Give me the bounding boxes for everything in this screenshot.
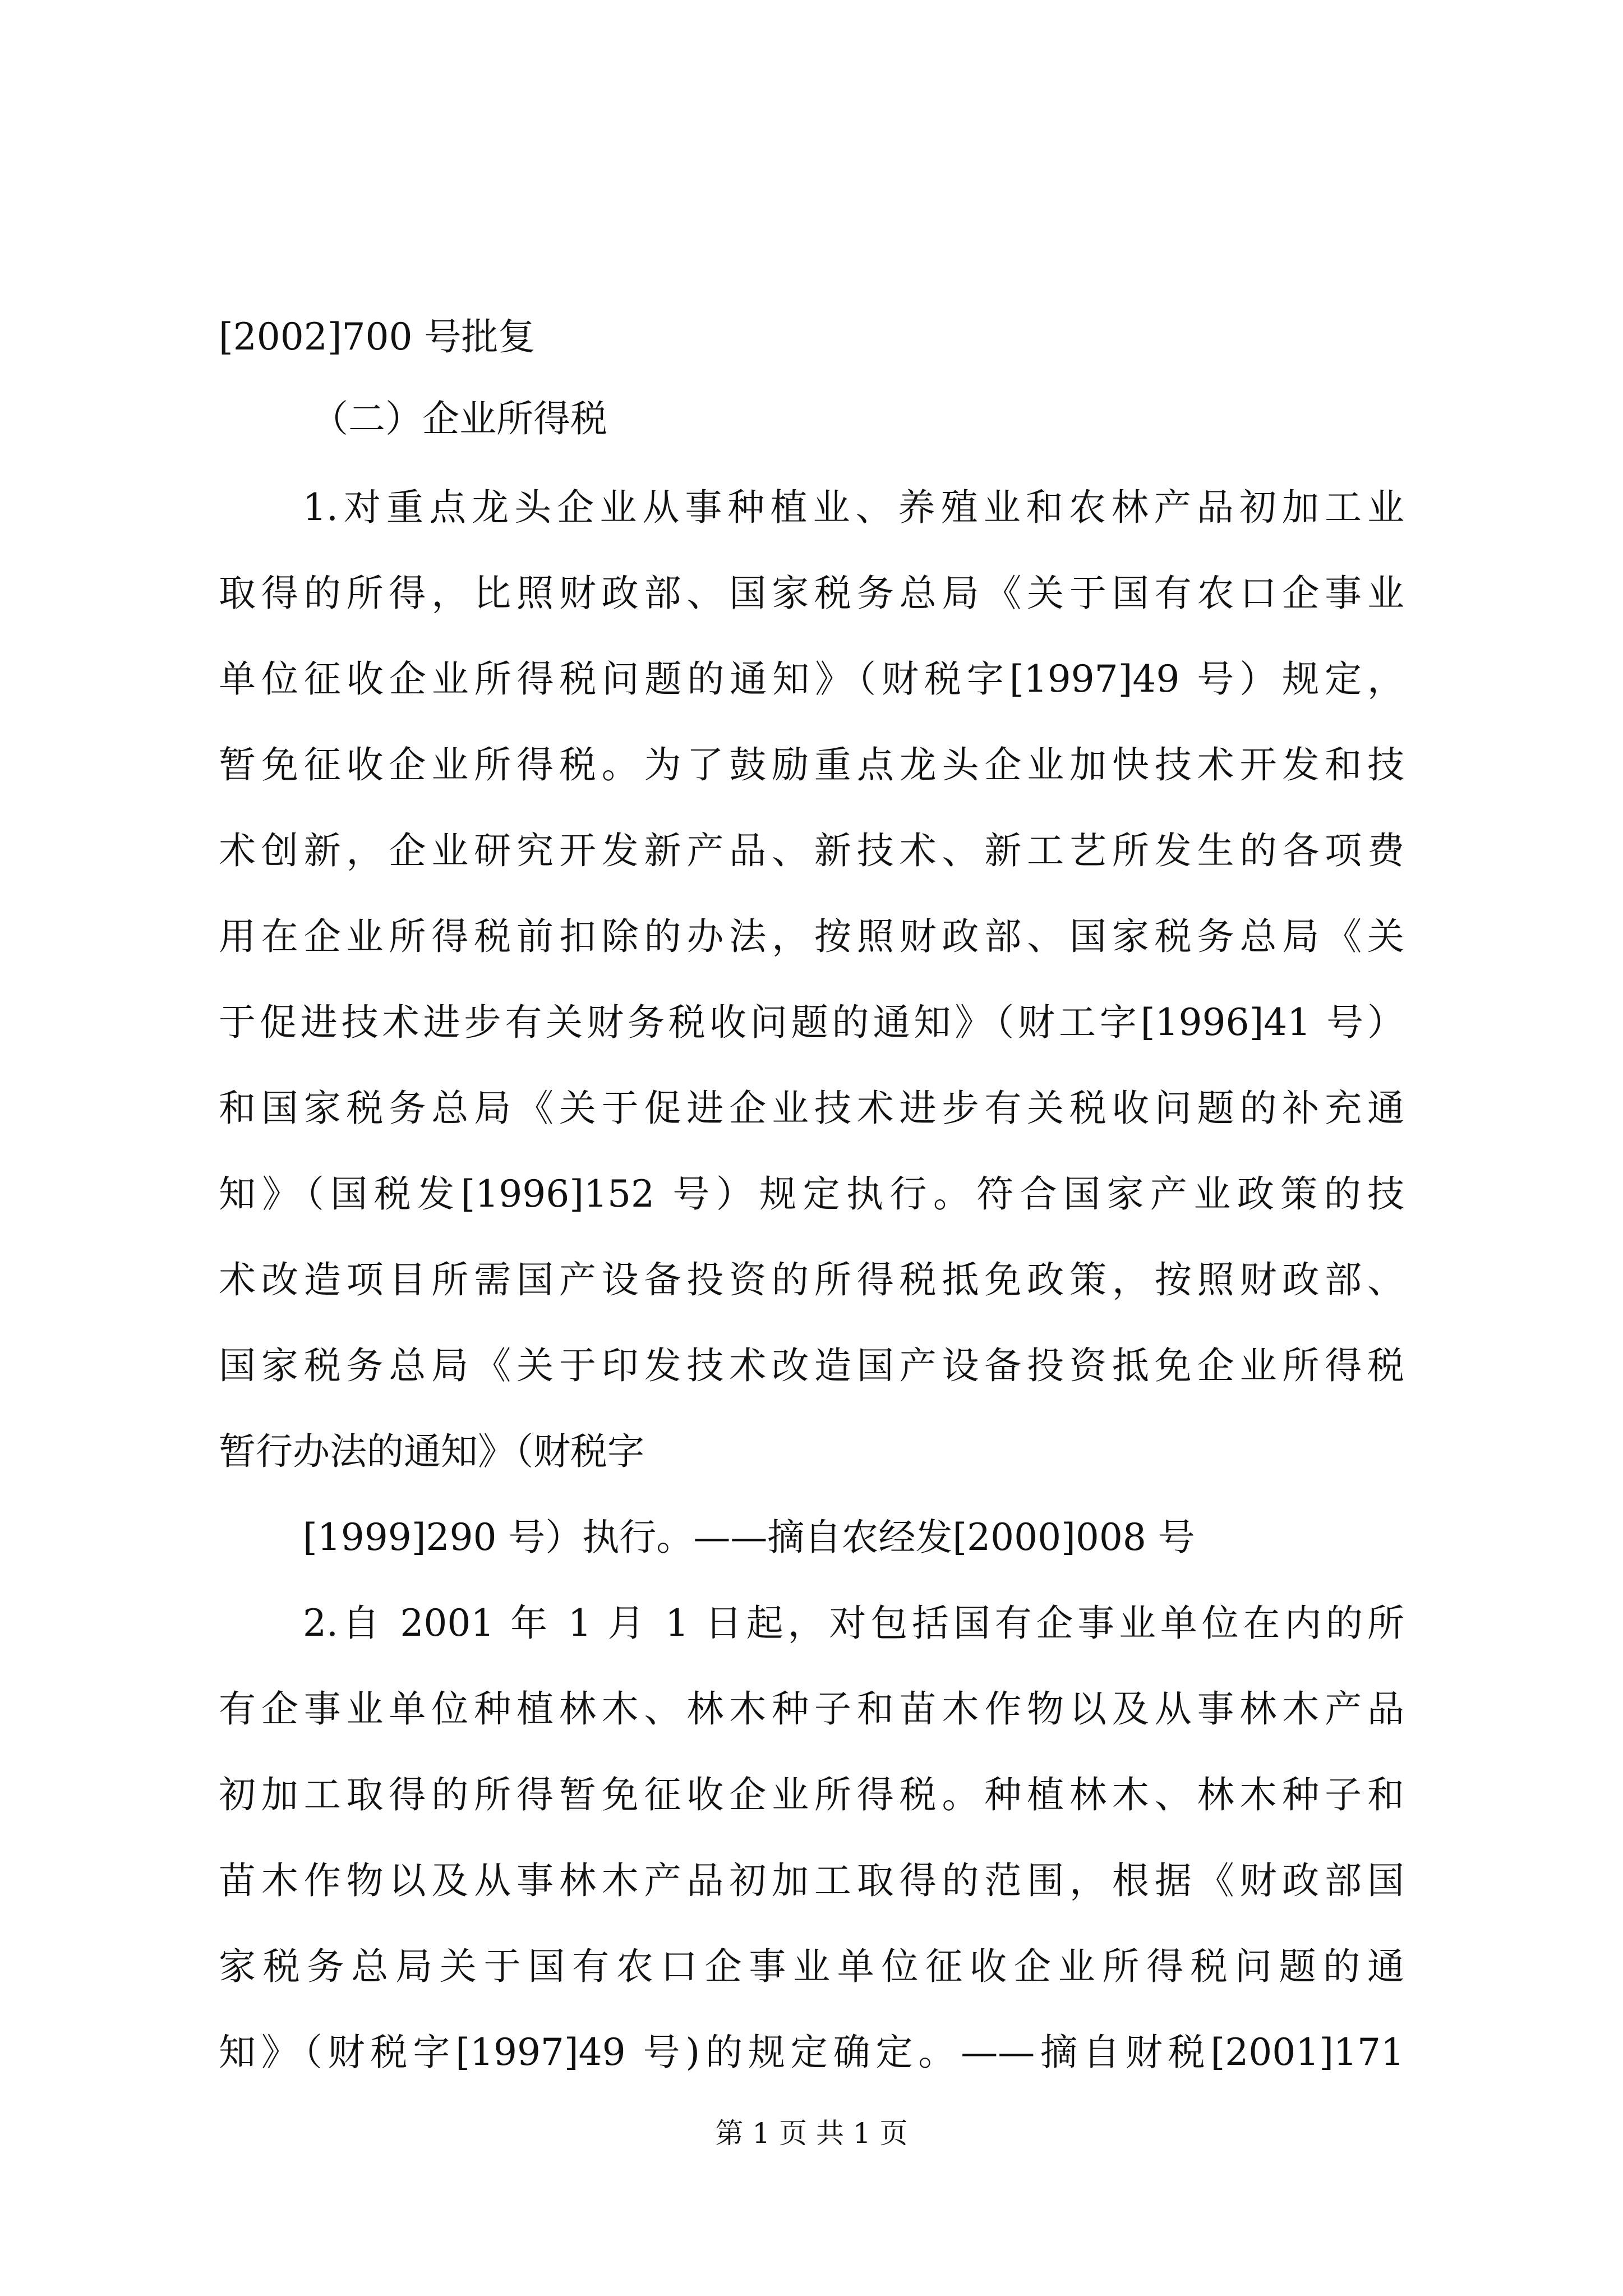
paragraph-1-line-8: 和国家税务总局《关于促进企业技术进步有关税收问题的补充通 bbox=[219, 1087, 1404, 1130]
paragraph-1-line-7: 于促进技术进步有关财务税收问题的通知》（财工字[1996]41 号） bbox=[219, 1001, 1404, 1044]
paragraph-1-source-line: [1999]290 号）执行。——摘自农经发[2000]008 号 bbox=[303, 1516, 1195, 1559]
paragraph-2-line-6: 知》（财税字[1997]49 号)的规定确定。——摘自财税[2001]171 bbox=[219, 2031, 1404, 2074]
paragraph-1-line-11: 国家税务总局《关于印发技术改造国产设备投资抵免企业所得税 bbox=[219, 1344, 1404, 1387]
paragraph-2-line-1: 2.自 2001 年 1 月 1 日起，对包括国有企事业单位在内的所 bbox=[303, 1602, 1404, 1645]
paragraph-1-line-2: 取得的所得，比照财政部、国家税务总局《关于国有农口企事业 bbox=[219, 572, 1404, 615]
page-footer: 第 1 页 共 1 页 bbox=[715, 2117, 908, 2150]
section-heading-corporate-income-tax: （二）企业所得税 bbox=[311, 397, 607, 440]
paragraph-1-line-10: 术改造项目所需国产设备投资的所得税抵免政策，按照财政部、 bbox=[219, 1258, 1404, 1301]
paragraph-1-line-5: 术创新，企业研究开发新产品、新技术、新工艺所发生的各项费 bbox=[219, 829, 1404, 872]
paragraph-2-line-4: 苗木作物以及从事林木产品初加工取得的范围，根据《财政部国 bbox=[219, 1859, 1404, 1902]
paragraph-1-line-6: 用在企业所得税前扣除的办法，按照财政部、国家税务总局《关 bbox=[219, 915, 1404, 958]
paragraph-1-line-1: 1.对重点龙头企业从事种植业、养殖业和农林产品初加工业 bbox=[303, 486, 1404, 529]
paragraph-2-line-2: 有企事业单位种植林木、林木种子和苗木作物以及从事林木产品 bbox=[219, 1687, 1404, 1731]
paragraph-1-line-12: 暂行办法的通知》（财税字 bbox=[219, 1430, 644, 1473]
paragraph-1-line-4: 暂免征收企业所得税。为了鼓励重点龙头企业加快技术开发和技 bbox=[219, 743, 1404, 786]
paragraph-2-line-3: 初加工取得的所得暂免征收企业所得税。种植林木、林木种子和 bbox=[219, 1773, 1404, 1816]
paragraph-1-line-9: 知》（国税发[1996]152 号）规定执行。符合国家产业政策的技 bbox=[219, 1172, 1404, 1216]
paragraph-2-line-5: 家税务总局关于国有农口企事业单位征收企业所得税问题的通 bbox=[219, 1945, 1404, 1988]
paragraph-1-line-3: 单位征收企业所得税问题的通知》（财税字[1997]49 号）规定， bbox=[219, 657, 1404, 701]
text-line-doc-ref: [2002]700 号批复 bbox=[219, 315, 536, 358]
